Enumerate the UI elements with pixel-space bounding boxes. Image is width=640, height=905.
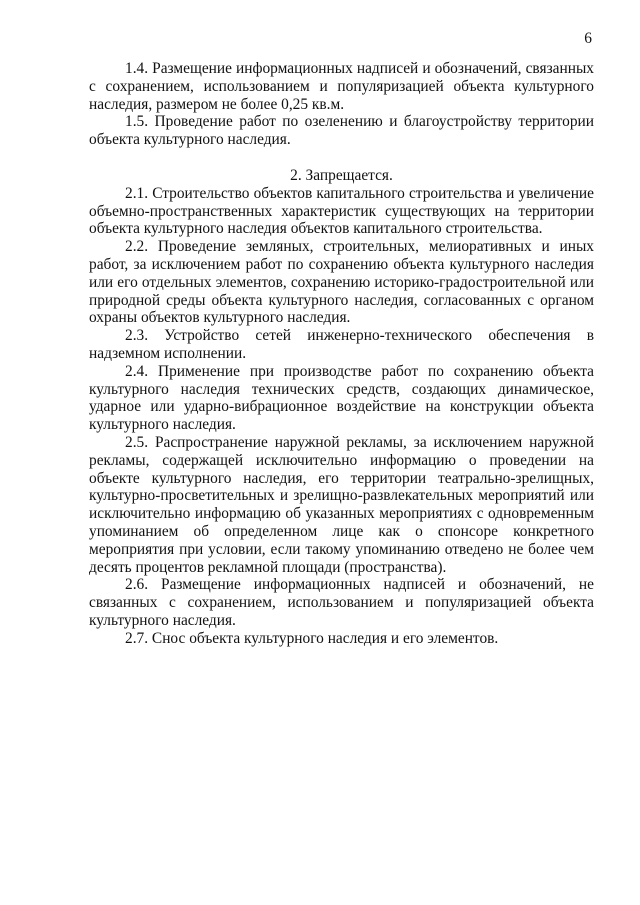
paragraph-2-2: 2.2. Проведение земляных, строительных, мелиоративных и иных работ, за исключением работ по сохранению объекта культурного наследия или его отдельных элементов, сохранению историко-градостроительной или природной среды объекта культурного наследия, согласованных с органом охраны объектов культурного наследия. [89,238,594,327]
paragraph-1-5: 1.5. Проведение работ по озеленению и благоустройству территории объекта культурного наследия. [89,113,594,149]
paragraph-2-5: 2.5. Распространение наружной рекламы, за исключением наружной рекламы, содержащей исключительно информацию о проведении на объекте культурного наследия, его территории театрально-зрелищных, культурно-просветительных и зрелищно-развлекательных мероприятий или исключительно информацию об указанных мероприятиях с одновременным упоминанием об определенном лице как о спонсоре конкретного мероприятия при условии, если такому упоминанию отведено не более чем десять процентов рекламной площади (пространства). [89,433,594,576]
paragraph-1-4: 1.4. Размещение информационных надписей и обозначений, связанных с сохранением, использованием и популяризацией объекта культурного наследия, размером не более 0,25 кв.м. [89,60,594,113]
paragraph-2-4: 2.4. Применение при производстве работ по сохранению объекта культурного наследия технических средств, создающих динамическое, ударное или ударно-вибрационное воздействие на конструкции объекта культурного наследия. [89,362,594,434]
paragraph-2-7: 2.7. Снос объекта культурного наследия и его элементов. [125,629,499,647]
page-number: 6 [584,30,592,47]
document-body [89,60,594,648]
paragraph-2-6: 2.6. Размещение информационных надписей и обозначений, не связанных с сохранением, использованием и популяризацией объекта культурного наследия. [89,576,594,629]
paragraph-2-3: 2.3. Устройство сетей инженерно-технического обеспечения в надземном исполнении. [89,327,594,362]
paragraph-2-1: 2.1. Строительство объектов капитального строительства и увеличение объемно-пространственных характеристик существующих на территории объекта культурного наследия объектов капитального строительства. [89,184,594,238]
section-heading-prohibited: 2. Запрещается. [290,166,393,184]
